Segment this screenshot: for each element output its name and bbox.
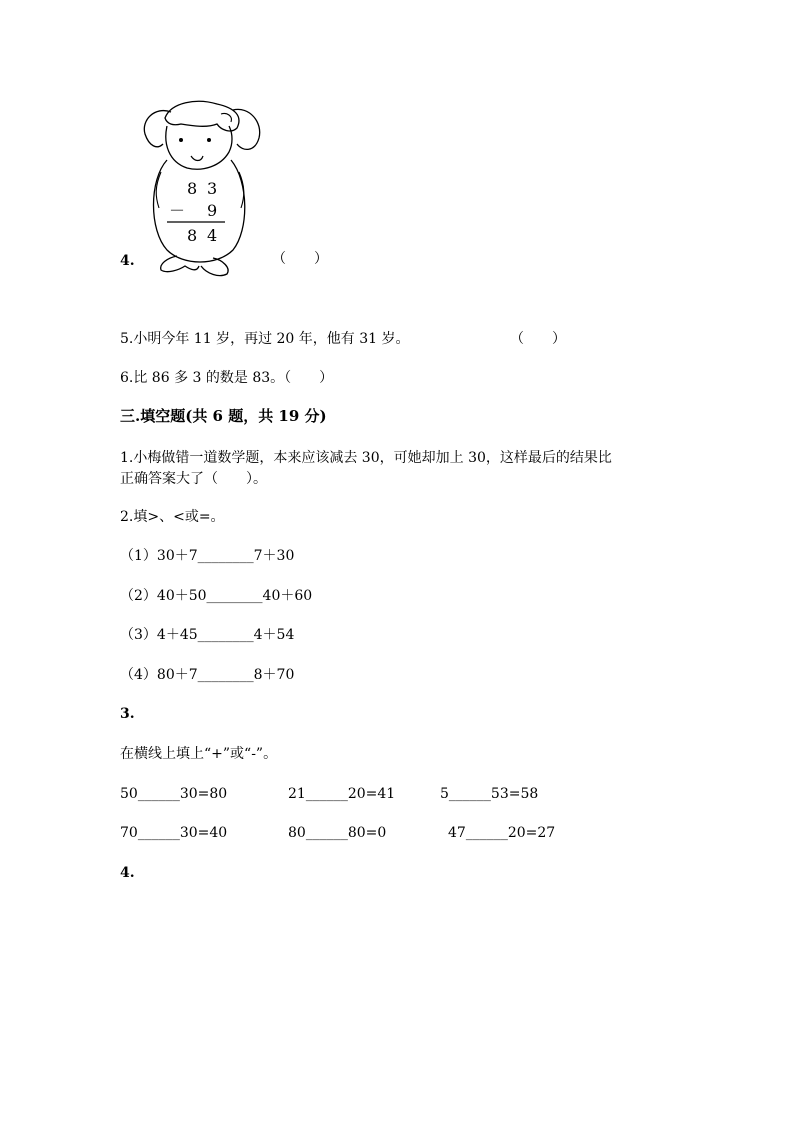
operator-item-1: 50______30=80: [120, 786, 228, 802]
fill-question-3-number: 3.: [120, 706, 135, 722]
question-5-text: 5.小明今年 11 岁，再过 20 年，他有 31 岁。: [120, 331, 410, 347]
operator-item-2: 21______20=41: [288, 786, 396, 802]
subtrahend-sign: －: [169, 201, 186, 220]
minuend-ones: 3: [207, 179, 218, 198]
fill-question-2-title: 2.填>、<或=。: [120, 509, 225, 525]
difference-ones: 4: [207, 226, 218, 245]
compare-item-3: （3）4＋45________4＋54: [120, 627, 295, 643]
section-heading: 三.填空题(共 6 题，共 19 分): [120, 407, 327, 425]
compare-item-1: （1）30＋7________7＋30: [120, 548, 295, 564]
operator-item-5: 80______80=0: [288, 825, 387, 841]
subtrahend-ones: 9: [207, 201, 218, 220]
answer-blank-q5: （ ）: [510, 331, 566, 347]
compare-item-4: （4）80＋7________8＋70: [120, 667, 295, 683]
minuend-tens: 8: [187, 179, 198, 198]
compare-item-2: （2）40＋50________40＋60: [120, 588, 313, 604]
fill-question-4-number: 4.: [120, 865, 135, 881]
fill-question-3-instruction: 在横线上填上“+”或“-”。: [120, 746, 278, 762]
answer-blank-q4: （ ）: [272, 251, 328, 267]
question-6-text: 6.比 86 多 3 的数是 83。（ ）: [120, 370, 334, 386]
dog-subtraction-illustration: [137, 100, 262, 278]
operator-item-6: 47______20=27: [448, 825, 556, 841]
operator-item-3: 5______53=58: [440, 786, 539, 802]
question-number-4: 4.: [120, 253, 135, 269]
fill-question-1-line1: 1.小梅做错一道数学题，本来应该减去 30，可她却加上 30，这样最后的结果比: [120, 450, 612, 466]
dog-figure: [137, 100, 262, 278]
fill-question-1-line2: 正确答案大了（ ）。: [120, 471, 267, 487]
difference-tens: 8: [187, 226, 198, 245]
operator-item-4: 70______30=40: [120, 825, 228, 841]
